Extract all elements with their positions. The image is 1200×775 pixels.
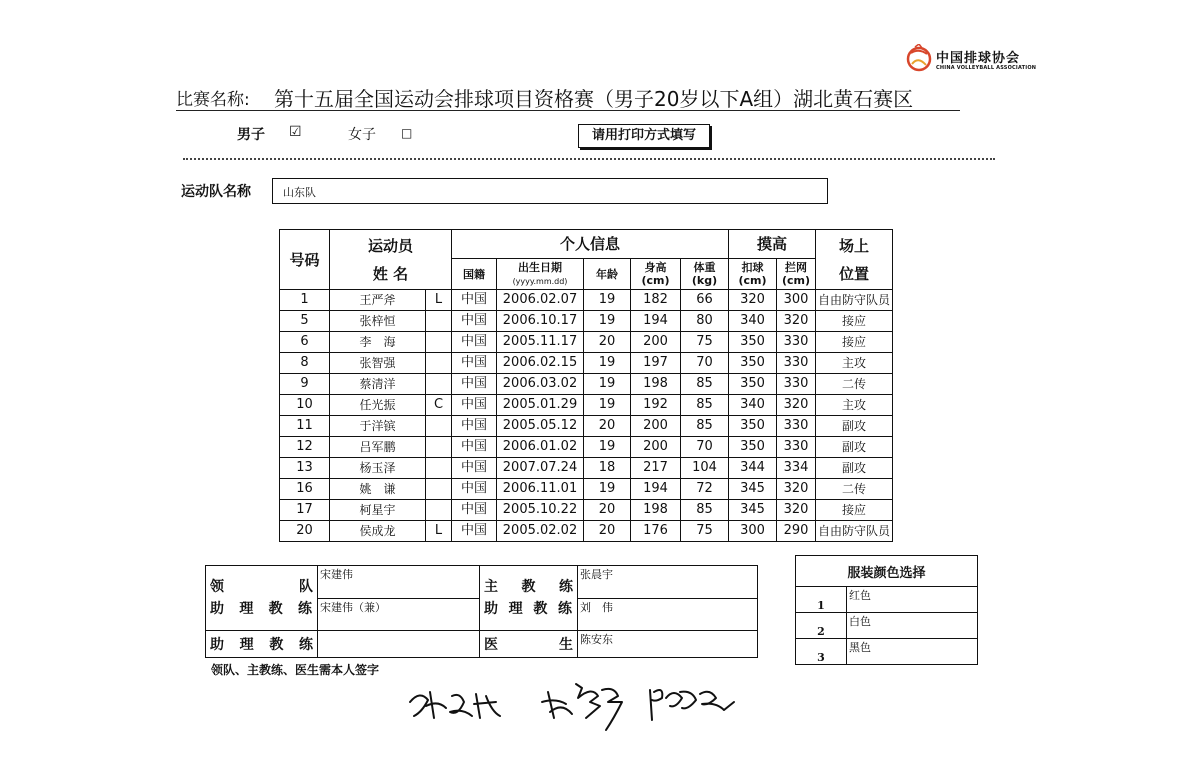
head-coach-role: 主 教 练: [480, 566, 578, 631]
cell-birthdate: 2006.03.02: [497, 374, 584, 395]
cell-spike: 340: [729, 311, 777, 332]
assistant-coach-2-role: 助 理 教 练: [206, 631, 318, 658]
cell-nationality: 中国: [452, 458, 497, 479]
uniform-body: [796, 587, 978, 665]
cell-weight: 70: [681, 353, 729, 374]
cell-name: 张梓恒: [330, 311, 426, 332]
header-birthdate-format: (yyyy.mm.dd): [512, 276, 568, 286]
assistant-coach-1-role: 助 理 教 练: [210, 601, 312, 617]
cell-name: 李 海: [330, 332, 426, 353]
cell-tag: [426, 458, 452, 479]
cell-weight: 66: [681, 290, 729, 311]
print-instruction-box: 请用打印方式填写: [578, 124, 710, 148]
team-name-field[interactable]: [272, 178, 828, 204]
cell-tag: L: [426, 290, 452, 311]
header-height-unit: (cm): [641, 274, 670, 287]
female-checkbox[interactable]: □: [401, 126, 413, 140]
signature-stroke: [650, 690, 662, 720]
cell-name: 王严斧: [330, 290, 426, 311]
male-checkbox[interactable]: ☑: [289, 124, 302, 140]
uniform-option-row: [796, 639, 978, 665]
cell-weight: 85: [681, 374, 729, 395]
cell-name: 杨玉泽: [330, 458, 426, 479]
header-weight-unit: (kg): [691, 274, 718, 287]
cell-tag: L: [426, 521, 452, 542]
cell-birthdate: 2005.05.12: [497, 416, 584, 437]
cell-block: 330: [777, 374, 816, 395]
uniform-option-number: 3: [796, 639, 847, 665]
header-position: [816, 230, 893, 290]
cell-block: 320: [777, 500, 816, 521]
cell-birthdate: 2005.01.29: [497, 395, 584, 416]
cell-weight: 75: [681, 332, 729, 353]
cell-age: 19: [584, 290, 631, 311]
cell-spike: 350: [729, 353, 777, 374]
cell-position: 副攻: [816, 437, 893, 458]
cell-number: 8: [280, 353, 330, 374]
cell-height: 217: [631, 458, 681, 479]
roster-body: [280, 290, 893, 542]
cell-birthdate: 2006.01.02: [497, 437, 584, 458]
cell-number: 16: [280, 479, 330, 500]
signature-stroke: [602, 689, 622, 730]
cell-position: 接应: [816, 500, 893, 521]
cell-weight: 85: [681, 500, 729, 521]
cell-block: 330: [777, 437, 816, 458]
table-row: [280, 353, 893, 374]
table-row: [280, 500, 893, 521]
cell-position: 副攻: [816, 458, 893, 479]
cell-nationality: 中国: [452, 521, 497, 542]
cell-tag: [426, 374, 452, 395]
signature-stroke: [666, 692, 696, 709]
cell-number: 20: [280, 521, 330, 542]
cell-tag: C: [426, 395, 452, 416]
signature-stroke: [542, 692, 572, 718]
uniform-option-color[interactable]: 红色: [847, 587, 978, 613]
cell-height: 198: [631, 500, 681, 521]
cell-age: 19: [584, 374, 631, 395]
cell-weight: 85: [681, 395, 729, 416]
signature-stroke: [474, 694, 500, 718]
cell-age: 19: [584, 479, 631, 500]
cell-height: 182: [631, 290, 681, 311]
assistant-coach-3-name: 刘 伟: [578, 598, 758, 631]
signature-note: 领队、主教练、医生需本人签字: [211, 663, 380, 677]
female-label: 女子: [348, 127, 376, 143]
cell-height: 200: [631, 332, 681, 353]
cell-spike: 345: [729, 500, 777, 521]
handwritten-signatures: [400, 672, 760, 732]
cell-name: 于洋镔: [330, 416, 426, 437]
header-weight-label: 体重: [693, 261, 716, 274]
team-name-value: 山东队: [283, 186, 316, 199]
cell-position: 二传: [816, 374, 893, 395]
cell-number: 12: [280, 437, 330, 458]
cell-tag: [426, 311, 452, 332]
cell-height: 192: [631, 395, 681, 416]
uniform-title: 服装颜色选择: [796, 556, 978, 587]
uniform-color-table: [795, 555, 978, 665]
cell-tag: [426, 437, 452, 458]
cell-name: 姚 谦: [330, 479, 426, 500]
signature-stroke: [426, 692, 446, 718]
dotted-divider: [183, 158, 995, 160]
cell-nationality: 中国: [452, 332, 497, 353]
association-logo: [906, 44, 1037, 76]
cell-age: 20: [584, 416, 631, 437]
table-row: [280, 458, 893, 479]
cell-age: 19: [584, 437, 631, 458]
table-row: [280, 416, 893, 437]
cell-birthdate: 2005.10.22: [497, 500, 584, 521]
cell-nationality: 中国: [452, 416, 497, 437]
cell-position: 接应: [816, 332, 893, 353]
cell-birthdate: 2006.11.01: [497, 479, 584, 500]
cell-nationality: 中国: [452, 500, 497, 521]
cell-number: 5: [280, 311, 330, 332]
head-coach-name: 张晨宇: [578, 566, 758, 599]
header-block: [777, 259, 816, 290]
cell-birthdate: 2007.07.24: [497, 458, 584, 479]
cell-nationality: 中国: [452, 311, 497, 332]
table-row: [280, 290, 893, 311]
cell-tag: [426, 500, 452, 521]
header-reach: 摸高: [729, 230, 816, 259]
table-row: [280, 437, 893, 458]
table-row: [280, 332, 893, 353]
header-athlete-line2: 姓 名: [372, 264, 409, 283]
header-birthdate: [497, 259, 584, 290]
cell-tag: [426, 353, 452, 374]
uniform-option-row: [796, 613, 978, 639]
cell-tag: [426, 479, 452, 500]
cell-number: 13: [280, 458, 330, 479]
uniform-option-number: 2: [796, 613, 847, 639]
team-name-label: 运动队名称: [181, 184, 251, 200]
cell-spike: 320: [729, 290, 777, 311]
cell-height: 200: [631, 416, 681, 437]
header-position-line1: 场上: [838, 236, 869, 255]
competition-label: 比赛名称:: [176, 90, 250, 110]
cell-weight: 80: [681, 311, 729, 332]
assistant-coach-3-role: 助 理 教 练: [484, 601, 572, 617]
cell-name: 任光振: [330, 395, 426, 416]
table-row: [280, 311, 893, 332]
cell-age: 19: [584, 353, 631, 374]
cell-weight: 75: [681, 521, 729, 542]
table-row: [280, 521, 893, 542]
cell-spike: 350: [729, 332, 777, 353]
cell-name: 蔡清洋: [330, 374, 426, 395]
doctor-role: 医 生: [480, 631, 578, 658]
header-weight: [681, 259, 729, 290]
header-block-label: 拦网: [785, 261, 807, 274]
cell-spike: 350: [729, 374, 777, 395]
header-height-label: 身高: [644, 261, 667, 274]
logo-name-en: CHINA VOLLEYBALL ASSOCIATION: [936, 65, 1037, 71]
cell-block: 320: [777, 311, 816, 332]
assistant-coach-1-name: 宋建伟（兼）: [318, 598, 480, 631]
cell-name: 侯成龙: [330, 521, 426, 542]
cell-position: 副攻: [816, 416, 893, 437]
cell-nationality: 中国: [452, 374, 497, 395]
cell-block: 330: [777, 332, 816, 353]
uniform-option-number: 1: [796, 587, 847, 613]
cell-position: 自由防守队员: [816, 521, 893, 542]
cell-height: 200: [631, 437, 681, 458]
cell-nationality: 中国: [452, 353, 497, 374]
cell-height: 194: [631, 479, 681, 500]
cell-number: 6: [280, 332, 330, 353]
cell-weight: 72: [681, 479, 729, 500]
cell-number: 17: [280, 500, 330, 521]
cell-age: 20: [584, 521, 631, 542]
header-spike: [729, 259, 777, 290]
cell-birthdate: 2006.10.17: [497, 311, 584, 332]
header-birthdate-label: 出生日期: [518, 260, 562, 274]
uniform-option-row: [796, 587, 978, 613]
cell-weight: 104: [681, 458, 729, 479]
cell-position: 自由防守队员: [816, 290, 893, 311]
team-leader-role: 领 队: [206, 566, 318, 631]
competition-title-row: [176, 84, 960, 111]
cell-name: 张智强: [330, 353, 426, 374]
doctor-name: 陈安东: [578, 631, 758, 658]
cell-block: 330: [777, 353, 816, 374]
header-height: [631, 259, 681, 290]
cell-block: 334: [777, 458, 816, 479]
cell-block: 330: [777, 416, 816, 437]
cell-age: 18: [584, 458, 631, 479]
volleyball-logo-icon: [906, 44, 932, 72]
cell-spike: 300: [729, 521, 777, 542]
signature-stroke: [700, 692, 734, 710]
cell-height: 194: [631, 311, 681, 332]
cell-name: 柯星宇: [330, 500, 426, 521]
header-number: 号码: [280, 230, 330, 290]
cell-nationality: 中国: [452, 290, 497, 311]
table-row: [280, 374, 893, 395]
header-athlete-line1: 运动员: [367, 236, 413, 255]
assistant-coach-2-name: [318, 631, 480, 658]
cell-block: 320: [777, 479, 816, 500]
cell-spike: 345: [729, 479, 777, 500]
cell-age: 20: [584, 332, 631, 353]
table-row: [280, 479, 893, 500]
cell-spike: 344: [729, 458, 777, 479]
cell-weight: 85: [681, 416, 729, 437]
header-position-line2: 位置: [838, 264, 869, 283]
cell-block: 300: [777, 290, 816, 311]
cell-tag: [426, 332, 452, 353]
header-nationality: 国籍: [452, 259, 497, 290]
header-personal-info: 个人信息: [452, 230, 729, 259]
cell-age: 19: [584, 395, 631, 416]
cell-nationality: 中国: [452, 437, 497, 458]
header-spike-label: 扣球: [741, 261, 764, 274]
header-spike-unit: (cm): [738, 274, 767, 287]
cell-height: 197: [631, 353, 681, 374]
cell-age: 20: [584, 500, 631, 521]
cell-birthdate: 2006.02.07: [497, 290, 584, 311]
uniform-option-color[interactable]: 白色: [847, 613, 978, 639]
cell-number: 1: [280, 290, 330, 311]
cell-nationality: 中国: [452, 395, 497, 416]
team-leader-name: 宋建伟: [318, 566, 480, 599]
table-row: [280, 395, 893, 416]
cell-age: 19: [584, 311, 631, 332]
cell-tag: [426, 416, 452, 437]
cell-spike: 340: [729, 395, 777, 416]
roster-table: [279, 229, 893, 542]
cell-height: 198: [631, 374, 681, 395]
cell-nationality: 中国: [452, 479, 497, 500]
cell-spike: 350: [729, 416, 777, 437]
male-label: 男子: [237, 127, 265, 143]
signature-stroke: [576, 684, 600, 718]
cell-position: 主攻: [816, 353, 893, 374]
cell-number: 9: [280, 374, 330, 395]
uniform-option-color[interactable]: 黑色: [847, 639, 978, 665]
cell-height: 176: [631, 521, 681, 542]
cell-block: 290: [777, 521, 816, 542]
signature-stroke: [450, 695, 472, 716]
cell-spike: 350: [729, 437, 777, 458]
cell-birthdate: 2006.02.15: [497, 353, 584, 374]
header-athlete: [330, 230, 452, 290]
cell-position: 主攻: [816, 395, 893, 416]
cell-block: 320: [777, 395, 816, 416]
header-block-unit: (cm): [781, 274, 811, 287]
cell-position: 二传: [816, 479, 893, 500]
header-age: 年龄: [584, 259, 631, 290]
cell-birthdate: 2005.02.02: [497, 521, 584, 542]
cell-number: 11: [280, 416, 330, 437]
logo-name-cn: 中国排球协会: [936, 51, 1021, 66]
cell-number: 10: [280, 395, 330, 416]
competition-name: 第十五届全国运动会排球项目资格赛（男子20岁以下A组）湖北黄石赛区: [274, 87, 914, 111]
cell-position: 接应: [816, 311, 893, 332]
cell-weight: 70: [681, 437, 729, 458]
cell-name: 吕军鹏: [330, 437, 426, 458]
cell-birthdate: 2005.11.17: [497, 332, 584, 353]
